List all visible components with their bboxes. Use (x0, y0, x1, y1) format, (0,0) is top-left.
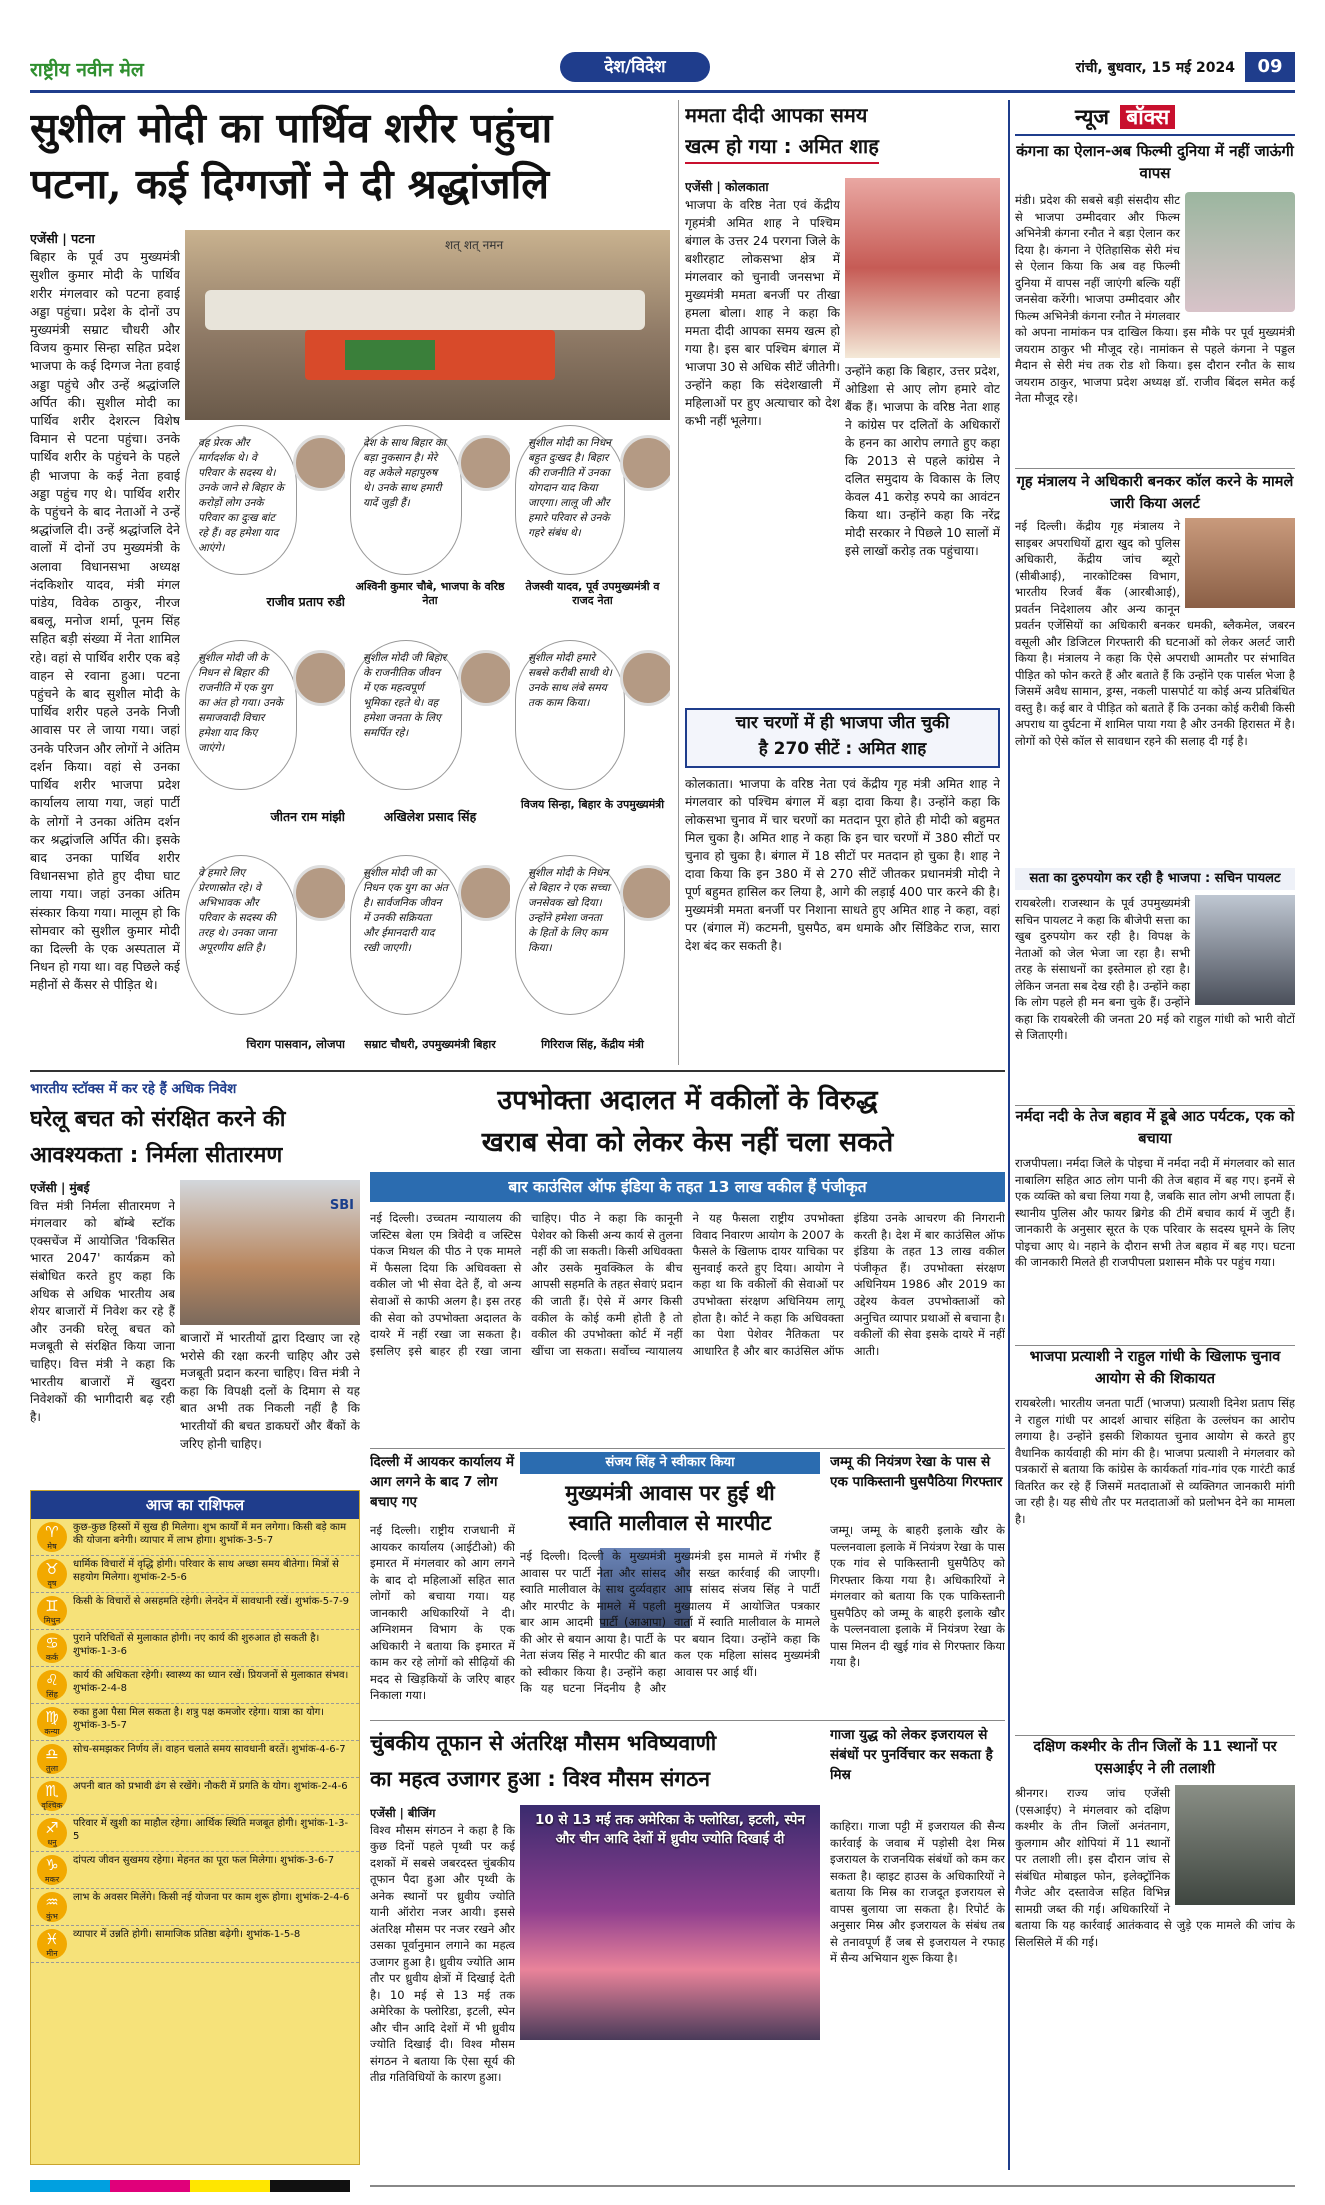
seats-headline: चार चरणों में ही भाजपा जीत चुकी है 270 सीटें : अमित शाह (685, 708, 1000, 768)
dateline: रांची, बुधवार, 15 मई 2024 (1075, 60, 1235, 76)
rashifal-text: परिवार में खुशी का माहौल रहेगा। आर्थिक स्थिति मजबूत होगी। शुभांक-1-3-5 (73, 1818, 349, 1842)
rahul-body: रायबरेली। भारतीय जनता पार्टी (भाजपा) प्रत्याशी दिनेश प्रताप सिंह ने राहुल गांधी पर आदर्श आचार संहिता के उल्लंघन का आरोप लगाया है। उन्होंने इसकी शिकायत चुनाव आयोग से करते हुए वैधानिक कार्यवाही की मांग की है। भाजपा प्रत्याशी ने मंगलवार को पत्रकारों से बताया कि कांग्रेस के कार्यकर्ता गांव-गांव एक गारंटी कार्ड वितरित कर रहे हैं जिसमें मतदाताओं से व्यक्तिगत जानकारी मांगी जा रही है। यह सीधे तौर पर मतदाताओं को प्रलोभन देने का मामला है। (1015, 1396, 1295, 1526)
avatar (458, 435, 510, 491)
rashifal-text: पुराने परिचितों से मुलाकात होगी। नए कार्य की शुरुआत हो सकती है। शुभांक-1-3-6 (73, 1633, 320, 1657)
solar-headline: चुंबकीय तूफान से अंतरिक्ष मौसम भविष्यवाणी का महत्व उजागर हुआ : विश्व मौसम संगठन (370, 1731, 717, 1791)
zodiac-name: धनु (47, 1838, 57, 1847)
shah-body-1: एजेंसी | कोलकाता भाजपा के वरिष्ठ नेता एवं केंद्रीय गृहमंत्री अमित शाह ने पश्चिम बंगाल के उत्तर 24 परगना जिले के बशीरहाट लोकसभा क्षेत्र में मंगलवार को चुनावी जनसभा में मुख्यमंत्री ममता बनर्जी पर तीखा हमला बोला। शाह ने कहा कि ममता दीदी आपका समय खत्म हो गया है। इस बार पश्चिम बंगाल में भाजपा 30 से अधिक सीटें जीतेगी। उन्होंने कहा कि संदेशखाली में महिलाओं पर हुए अत्याचार को देश कभी नहीं भूलेगा। (685, 180, 840, 428)
avatar (620, 650, 670, 706)
funeral-photo (185, 230, 670, 420)
zodiac-name: कन्या (44, 1727, 60, 1736)
zodiac-name: सिंह (46, 1690, 58, 1699)
quote-card: सुशील मोदी के निधन से बिहार ने एक सच्चा जनसेवक खो दिया। उन्होंने हमेशा जनता के हितों के लिए काम किया। गिरिराज सिंह, केंद्रीय मंत्री (515, 855, 670, 1060)
jammu-body: जम्मू। जम्मू के बाहरी इलाके खौर के पल्लनवाला इलाके में नियंत्रण रेखा के पास एक गांव से पाकिस्तानी घुसपैठिए को गिरफ्तार किया गया है। अधिकारियों ने मंगलवार को बताया कि एक पाकिस्तानी घुसपैठिए को जम्मू के बाहरी इलाके खौर के पल्लनवाला इलाके में नियंत्रण रेखा के पास मिलन दी खुई गांव से गिरफ्तार किया गया है। (830, 1523, 1005, 1669)
paper-name: राष्ट्रीय नवीन मेल (30, 59, 144, 81)
rashifal-item (31, 1556, 359, 1593)
avatar (293, 865, 345, 921)
zodiac-name: वृष (47, 1579, 57, 1588)
rashifal-item (31, 1630, 359, 1667)
sitharaman-headline: घरेलू बचत को संरक्षित करने की आवश्यकता : निर्मला सीतारमण (30, 1107, 286, 1168)
rashifal-text: कुछ-कुछ हिस्सों में सुख ही मिलेगा। शुभ कार्यों में मन लगेगा। किसी बड़े काम की योजना बनेगी। व्यापार में लाभ होगा। शुभांक-3-5-7 (73, 1522, 347, 1546)
rashifal-panel (30, 1490, 360, 2165)
rashifal-text: लाभ के अवसर मिलेंगे। किसी नई योजना पर काम शुरू होगा। शुभांक-2-4-6 (73, 1892, 350, 1903)
shah-headline: ममता दीदी आपका समय खत्म हो गया : अमित शाह (685, 100, 1000, 170)
solar-body-1: एजेंसी | बीजिंग विश्व मौसम संगठन ने कहा है कि कुछ दिनों पहले पृथ्वी पर कई दशकों में सबसे जबरदस्त चुंबकीय तूफान पैदा हुआ और पृथ्वी के अनेक स्थानों पर ध्रुवीय ज्योति यानी ऑरोरा नजर आयी। इससे अंतरिक्ष मौसम पर नजर रखने और उसका पूर्वानुमान लगाने का महत्व उजागर हुआ है। ध्रुवीय ज्योति आम तौर पर ध्रुवीय क्षेत्रों में दिखाई देती है। 10 मई से 13 मई तक अमेरिका के फ्लोरिडा, इटली, स्पेन और चीन आदि देशों में भी ध्रुवीय ज्योति दिखाई दी। विश्व मौसम संगठन ने बताया कि ऐसा सूर्य की तीव्र गतिविधियों के कारण हुआ। (370, 1806, 515, 2084)
quote-grid (185, 425, 670, 1065)
rashifal-item (31, 1778, 359, 1815)
zodiac-icon: ♏ वृश्चिक (37, 1781, 67, 1811)
rashifal-item (31, 1593, 359, 1630)
consumer-body: नई दिल्ली। उच्चतम न्यायालय की जस्टिस बेला एम त्रिवेदी व जस्टिस पंकज मिथल की पीठ ने एक मामले में फैसला दिया कि अधिवक्ता से वकील जो भी सेवा देते हैं, वो अन्य सेवाओं से काफी अलग है। इस तरह की सेवा को उपभोक्ता अदालत के दायरे में नहीं रखा जा सकता है। इसलिए इसे बाहर ही रखा जाना चाहिए। पीठ ने कहा कि कानूनी पेशेवर को किसी अन्य कार्य से तुलना नहीं की जा सकती। किसी अधिवक्ता और उसके मुवक्किल के बीच आपसी सहमति के तहत सेवाएं प्रदान की जाती हैं। ऐसे में अगर किसी वकील के कोई कमी होती है तो वकील की उपभोक्ता कोर्ट में नहीं खींचा जा सकता। सर्वोच्च न्यायालय ने यह फैसला राष्ट्रीय उपभोक्ता विवाद निवारण आयोग के 2007 के फैसले के खिलाफ दायर याचिका पर सुनवाई करते हुए दिया। आयोग ने कहा था कि वकीलों की सेवाओं पर उपभोक्ता संरक्षण अधिनियम लागू होता है। कोर्ट ने कहा कि अधिवक्ता का पेशा पेशेवर नैतिकता पर आधारित है और बार काउंसिल ऑफ इंडिया उनके आचरण की निगरानी करती है। देश में बार काउंसिल ऑफ इंडिया के तहत 13 लाख वकील पंजीकृत हैं। उपभोक्ता संरक्षण अधिनियम 1986 और 2019 का उद्देश्य केवल उपभोक्ताओं को अनुचित व्यापार प्रथाओं से बचाना है। वकीलों की सेवा इसके दायरे में नहीं आती। (370, 1211, 1005, 1358)
rashifal-text: सोच-समझकर निर्णय लें। वाहन चलाते समय सावधानी बरतें। शुभांक-4-6-7 (73, 1744, 346, 1755)
zodiac-icon: ♊ मिथुन (37, 1596, 67, 1626)
kashmir-headline: दक्षिण कश्मीर के तीन जिलों के 11 स्थानों पर एसआईए ने ली तलाशी (1015, 1735, 1295, 1781)
zodiac-name: मकर (44, 1875, 60, 1884)
kashmir-body: श्रीनगर। राज्य जांच एजेंसी (एसआईए) ने मंगलवार को दक्षिण कश्मीर के तीन जिलों अनंतनाग, कुलगाम और शोपियां में 11 स्थानों पर तलाशी ली। इस दौरान जांच से संबंधित मोबाइल फोन, इलेक्ट्रॉनिक गैजेट और दस्तावेज सहित विभिन्न सामग्री जब्त की गई। अधिकारियों ने बताया कि यह कार्रवाई आतंकवाद से जुड़े एक मामले की जांच के सिलसिले में की गई। (1015, 1786, 1295, 1949)
zodiac-icon: ♌ सिंह (37, 1670, 67, 1700)
rashifal-text: कार्य की अधिकता रहेगी। स्वास्थ्य का ध्यान रखें। प्रियजनों से मुलाकात संभव। शुभांक-2-4-8 (73, 1670, 349, 1694)
quote-card: सुशील मोदी हमारे सबसे करीबी साथी थे। उनके साथ लंबे समय तक काम किया। विजय सिन्हा, बिहार के उपमुख्यमंत्री (515, 640, 670, 845)
section-label: देश/विदेश (560, 52, 710, 82)
lead-dateline: एजेंसी | पटना (30, 231, 95, 246)
zodiac-icon: ♉ वृष (37, 1559, 67, 1589)
zodiac-icon: ♒ कुंभ (37, 1892, 67, 1922)
shah-body-2: उन्होंने कहा कि बिहार, उत्तर प्रदेश, ओडिशा से आए लोग हमारे वोट बैंक हैं। भाजपा के वरिष्ठ नेता शाह ने कांग्रेस पर दलितों के अधिकारों के हनन का आरोप लगाते हुए कहा कि 2013 से पहले कांग्रेस ने दलित समुदाय के विकास के लिए केवल 41 करोड़ रुपये का आवंटन किया था। उन्होंने कहा कि नरेंद्र मोदी सरकार ने पिछले 10 सालों में इसे लाखों करोड़ तक पहुंचाया। (845, 364, 1000, 558)
zodiac-name: कर्क (45, 1653, 59, 1662)
quote-card: सुशील मोदी जी का निधन एक युग का अंत है। सार्वजनिक जीवन में उनकी सक्रियता और ईमानदारी याद रखी जाएगी। सम्राट चौधरी, उपमुख्यमंत्री बिहार (350, 855, 510, 1060)
rashifal-text: दांपत्य जीवन सुखमय रहेगा। मेहनत का पूरा फल मिलेगा। शुभांक-3-6-7 (73, 1855, 335, 1866)
rashifal-title: आज का राशिफल (31, 1491, 359, 1519)
rashifal-item (31, 1704, 359, 1741)
lead-headline: सुशील मोदी का पार्थिव शरीर पहुंचा पटना, कई दिग्गजों ने दी श्रद्धांजलि (30, 104, 553, 208)
home-body: नई दिल्ली। केंद्रीय गृह मंत्रालय ने साइबर अपराधियों द्वारा खुद को पुलिस अधिकारी, केंद्रीय जांच ब्यूरो (सीबीआई), नारकोटिक्स विभाग, भारतीय रिजर्व बैंक (आरबीआई), प्रवर्तन निदेशालय और अन्य कानून प्रवर्तन एजेंसियों का अधिकारी बनकर धमकी, ब्लैकमेल, जबरन वसूली और डिजिटल गिरफ्तारी की घटनाओं को लेकर अलर्ट जारी किया है। मंत्रालय ने कहा कि ऐसे अपराधी आमतौर पर संभावित पीड़ित को फोन करते हैं और बताते हैं कि उन्होंने एक पार्सल भेजा है जिसमें अवैध सामान, ड्रग्स, नकली पासपोर्ट या कोई अन्य प्रतिबंधित वस्तु है। कई बार वे पीड़ित को बताते हैं कि उनका कोई करीबी किसी अपराध या दुर्घटना में शामिल पाया गया है और उनकी हिरासत में है। लोगों को ऐसे कॉल से सावधान रहने की सलाह दी गई है। (1015, 519, 1295, 748)
zodiac-name: मिथुन (43, 1616, 61, 1625)
rashifal-item (31, 1889, 359, 1926)
jammu-headline: जम्मू की नियंत्रण रेखा के पास से एक पाकिस्तानी घुसपैठिया गिरफ्तार (830, 1454, 1003, 1490)
amit-shah-photo (845, 178, 1000, 358)
consumer-headline: उपभोक्ता अदालत में वकीलों के विरुद्ध खराब सेवा को लेकर केस नहीं चला सकते (481, 1085, 894, 1158)
zodiac-icon: ♐ धनु (37, 1818, 67, 1848)
sitharaman-photo (180, 1180, 360, 1325)
zodiac-icon: ♋ कर्क (37, 1633, 67, 1663)
zodiac-icon: ♈ मेष (37, 1522, 67, 1552)
kangana-body: मंडी। प्रदेश की सबसे बड़ी संसदीय सीट से भाजपा उम्मीदवार और फिल्म अभिनेत्री कंगना रनौत ने बड़ा ऐलान कर दिया है। कंगना ने ऐतिहासिक सेरी मंच से ऐलान किया कि अब वह फिल्मी दुनिया में वापस नहीं जाएंगी बल्कि यहीं जनसेवा करेंगी। भाजपा उम्मीदवार और फिल्म अभिनेत्री कंगना रनौत ने मंगलवार को अपना नामांकन पत्र दाखिल किया। इस मौके पर पूर्व मुख्यमंत्री जयराम ठाकुर भी मौजूद रहे। नामांकन से पहले कंगना ने पड्डल मैदान से सेरी मंच तक रोड शो किया। इस दौरान रनौत के साथ जयराम ठाकुर, भाजपा प्रदेश अध्यक्ष डॉ. राजीव बिंदल समेत कई नेता मौजूद रहे। (1015, 193, 1295, 405)
quote-card: वे हमारे लिए प्रेरणास्रोत रहे। वे अभिभावक और परिवार के सदस्य की तरह थे। उनका जाना अपूरणीय क्षति है। चिराग पासवान, लोजपा (185, 855, 345, 1060)
avatar (458, 865, 510, 921)
rashifal-item (31, 1519, 359, 1556)
quote-card: सुशील मोदी जी के निधन से बिहार की राजनीति में एक युग का अंत हो गया। उनके समाजवादी विचार हमेशा याद किए जाएंगे। जीतन राम मांझी (185, 640, 345, 845)
gaza-body: काहिरा। गाजा पट्टी में इजरायल की सैन्य कार्रवाई के जवाब में पड़ोसी देश मिस्र इजरायल के राजनयिक संबंधों को कम कर सकता है। व्हाइट हाउस के अधिकारियों ने बताया कि मिस्र का राजदूत इजरायल से वापस बुलाया जा सकता है। रिपोर्ट के अनुसार मिस्र और इजरायल के संबंध तब से तनावपूर्ण हैं जब से इजरायल ने रफाह में सैन्य अभियान शुरू किया है। (830, 1819, 1005, 1965)
rashifal-item (31, 1741, 359, 1778)
narmada-headline: नर्मदा नदी के तेज बहाव में डूबे आठ पर्यटक, एक को बचाया (1015, 1105, 1295, 1151)
zodiac-icon: ♎ तुला (37, 1744, 67, 1774)
swati-kicker: संजय सिंह ने स्वीकार किया (520, 1452, 820, 1474)
consumer-subhead: बार काउंसिल ऑफ इंडिया के तहत 13 लाख वकील हैं पंजीकृत (370, 1172, 1005, 1202)
quote-card: सुशील मोदी का निधन बहुत दुःखद है। बिहार की राजनीति में उनका योगदान याद किया जाएगा। लालू जी और हमारे परिवार से उनके गहरे संबंध थे। तेजस्वी यादव, पूर्व उपमुख्यमंत्री व राजद नेता (515, 425, 670, 630)
masthead (30, 52, 1295, 90)
zodiac-name: मीन (46, 1949, 58, 1958)
quote-card: वह प्रेरक और मार्गदर्शक थे। वे परिवार के सदस्य थे। उनके जाने से बिहार के करोड़ों लोग उनके परिवार का दुःख बांट रहे हैं। वह हमेशा याद आएंगे। राजीव प्रताप रुडी (185, 425, 345, 630)
swati-body: नई दिल्ली। दिल्ली के मुख्यमंत्री आवास पर पार्टी नेता और सांसद स्वाति मालीवाल के साथ दुर्व्यवहार और मारपीट के मामले में पहली बार आम आदमी पार्टी (आआपा) की ओर से बयान आया है। पार्टी के नेता संजय सिंह ने मारपीट की बात को स्वीकार किया है। उन्होंने कहा कि यह घटना निंदनीय है और मुख्यमंत्री इस मामले में गंभीर हैं और सख्त कार्रवाई की जाएगी। आप सांसद संजय सिंह ने पार्टी मुख्यालय में आयोजित पत्रकार वार्ता में स्वाति मालीवाल के मामले पर बयान दिया। उन्होंने कहा कि कल एक महिला सांसद मुख्यमंत्री आवास पर आई थीं। (520, 1549, 820, 1695)
pilot-body: रायबरेली। राजस्थान के पूर्व उपमुख्यमंत्री सचिन पायलट ने कहा कि बीजेपी सत्ता का खुब दुरुपयोग कर रही है। विपक्ष के नेताओं को जेल भेजा जा रहा है। सभी तरह के संसाधनों का इस्तेमाल हो रहा है। लेकिन जनता सब देख रही है। उन्होंने कहा कि लोग पहले ही मन बना चुके हैं। उन्होंने कहा कि रायबरेली की जनता 20 मई को राहुल गांधी को भारी वोटों से जिताएगी। (1015, 896, 1295, 1042)
narmada-body: राजपीपला। नर्मदा जिले के पोइचा में नर्मदा नदी में मंगलवार को सात नाबालिग सहित आठ लोग पानी की तेज बहाव में बह गए। इनमें से एक व्यक्ति को बचा लिया गया है, जबकि सात लोग अभी लापता हैं। स्थानीय पुलिस और फायर ब्रिगेड की टीमें बचाव कार्य में जुटी हैं। जानकारी के अनुसार सूरत के एक परिवार के सदस्य घूमने के लिए पोइचा आए थे। नहाने के दौरान सभी तेज बहाव में बह गए। घटना की जानकारी मिलते ही राजपीपला प्रशासन मौके पर पहुंच गया। (1015, 1156, 1295, 1269)
delhi-fire-headline: दिल्ली में आयकर कार्यालय में आग लगने के बाद 7 लोग बचाए गए (370, 1454, 515, 1510)
registration-marks (30, 2180, 1295, 2192)
avatar (620, 435, 670, 491)
rashifal-text: धार्मिक विचारों में वृद्धि होगी। परिवार के साथ अच्छा समय बीतेगा। मित्रों से सहयोग मिलेगा। शुभांक-2-5-6 (73, 1559, 339, 1583)
gaza-headline: गाजा युद्ध को लेकर इजरायल से संबंधों पर पुनर्विचार कर सकता है मिस्र (830, 1727, 993, 1783)
rashifal-item (31, 1667, 359, 1704)
rashifal-text: अपनी बात को प्रभावी ढंग से रखेंगे। नौकरी में प्रगति के योग। शुभांक-2-4-6 (73, 1781, 348, 1792)
avatar (293, 650, 345, 706)
swati-headline: मुख्यमंत्री आवास पर हुई थी स्वाति मालीवाल से मारपीट (565, 1481, 775, 1535)
sitharaman-body: एजेंसी | मुंबई वित्त मंत्री निर्मला सीतारमण ने मंगलवार को बॉम्बे स्टॉक एक्सचेंज में आयोजित 'विकसित भारत 2047' कार्यक्रम को संबोधित करते हुए कहा कि अधिक से अधिक भारतीय अब शेयर बाजारों में निवेश कर रहे हैं और उनकी घरेलू बचत को मजबूती से संरक्षित किया जाना चाहिए। वित्त मंत्री ने कहा कि भारतीय बाजारों में खुदरा निवेशकों की भागीदारी बढ़ रही है। (30, 1181, 175, 1424)
newsbox-title: न्यूज बॉक्स (1015, 100, 1295, 136)
zodiac-icon: ♑ मकर (37, 1855, 67, 1885)
delhi-fire-body: नई दिल्ली। राष्ट्रीय राजधानी में आयकर कार्यालय (आईटीओ) की इमारत में मंगलवार को आग लगने के बाद दो महिलाओं सहित सात लोगों को बचाया गया। यह जानकारी अधिकारियों ने दी। अग्निशमन विभाग के एक अधिकारी ने बताया कि इमारत में काम कर रहे लोगों को सीढ़ियों की मदद से खिड़कियों के जरिए बाहर निकाला गया। (370, 1523, 515, 1702)
rahul-headline: भाजपा प्रत्याशी ने राहुल गांधी के खिलाफ चुनाव आयोग से की शिकायत (1015, 1345, 1295, 1391)
zodiac-icon: ♍ कन्या (37, 1707, 67, 1737)
aurora-caption: 10 से 13 मई तक अमेरिका के फ्लोरिडा, इटली, स्पेन और चीन आदि देशों में ध्रुवीय ज्योति दिखाई दी (535, 1812, 805, 1847)
rashifal-text: रुका हुआ पैसा मिल सकता है। शत्रु पक्ष कमजोर रहेगा। यात्रा का योग। शुभांक-3-5-7 (73, 1707, 325, 1731)
rashifal-item (31, 1815, 359, 1852)
zodiac-name: कुंभ (46, 1912, 58, 1921)
avatar (458, 650, 510, 706)
rashifal-item (31, 1852, 359, 1889)
quote-card: देश के साथ बिहार का बड़ा नुकसान है। मेरे वह अकेले महापुरुष थे। उनके साथ हमारी यादें जुड़ी हैं। अश्विनी कुमार चौबे, भाजपा के वरिष्ठ नेता (350, 425, 510, 630)
kangana-headline: कंगना का ऐलान-अब फिल्मी दुनिया में नहीं जाऊंगी वापस (1016, 142, 1294, 182)
rashifal-text: व्यापार में उन्नति होगी। सामाजिक प्रतिष्ठा बढ़ेगी। शुभांक-1-5-8 (73, 1929, 301, 1940)
avatar (620, 865, 670, 921)
photo-caption: SBI (329, 1198, 354, 1213)
aurora-photo (520, 1805, 820, 2040)
avatar (293, 435, 345, 491)
zodiac-name: वृश्चिक (41, 1801, 63, 1810)
rashifal-text: किसी के विचारों से असहमति रहेगी। लेनदेन में सावधानी रखें। शुभांक-5-7-9 (73, 1596, 350, 1607)
quote-card: सुशील मोदी जी बिहार के राजनीतिक जीवन में एक महत्वपूर्ण भूमिका रहते थे। वह हमेशा जनता के लिए समर्पित रहे। अखिलेश प्रसाद सिंह (350, 640, 510, 845)
page-number: 09 (1245, 52, 1295, 82)
zodiac-icon: ♓ मीन (37, 1929, 67, 1959)
tribute-banner: शत् शत् नमन (445, 238, 504, 252)
sitharaman-kicker: भारतीय स्टॉक्स में कर रहे हैं अधिक निवेश (30, 1081, 237, 1097)
pilot-headline: सता का दुरुपयोग कर रही है भाजपा : सचिन पायलट (1015, 868, 1295, 890)
sitharaman-body-2: बाजारों में भारतीयों द्वारा दिखाए जा रहे भरोसे की रक्षा करनी चाहिए और उसे मजबूती प्रदान करना चाहिए। वित्त मंत्री ने कहा कि विपक्षी दलों के दिमाग से यह बात अभी तक निकली नहीं है कि भारतीयों की बचत डाकघरों और बैंकों के जरिए होनी चाहिए। (180, 1331, 360, 1451)
seats-body: कोलकाता। भाजपा के वरिष्ठ नेता एवं केंद्रीय गृह मंत्री अमित शाह ने मंगलवार को पश्चिम बंगाल में बड़ा दावा किया है। उन्होंने कहा कि लोकसभा चुनाव में चार चरणों का मतदान पूरा होते ही मोदी को बहुमत मिल चुका है। अमित शाह ने कहा कि इन चार चरणों में 380 सीटों पर चुनाव हो चुका है। बंगाल में 18 सीटों पर मतदान हो चुका है। शाह ने दावा किया कि इन 380 में से 270 सीटें जीतकर प्रधानमंत्री मोदी ने पूर्ण बहुमत हासिल कर लिया है, आगे की लड़ाई 400 पार करने की है। मुख्यमंत्री ममता बनर्जी पर निशाना साधते हुए अमित शाह ने कहा, वहां पर (बंगाल में) कटमनी, घुसपैठ, बम धमाके और सिंडिकेट राज, सारा देश बंद कर सकती है। (685, 777, 1000, 953)
rashifal-item (31, 1926, 359, 1963)
home-headline: गृह मंत्रालय ने अधिकारी बनकर कॉल करने के मामले जारी किया अलर्ट (1015, 468, 1295, 514)
zodiac-name: मेष (47, 1542, 57, 1551)
lead-body: एजेंसी | पटना बिहार के पूर्व उप मुख्यमंत्री सुशील कुमार मोदी के पार्थिव शरीर मंगलवार को पटना हवाई अड्डा पहुंचा। प्रदेश के दोनों उप मुख्यमंत्री सम्राट चौधरी और विजय कुमार सिन्हा सहित प्रदेश भाजपा के कई दिग्गज नेता हवाई अड्डा पहुंचे और उन्हें श्रद्धांजलि अर्पित की। सुशील मोदी का पार्थिव शरीर देशरत्न विशेष विमान से पटना पहुंचा। उनके पार्थिव शरीर के पहुंचने के पहले ही भाजपा के कई नेता हवाई अड्डा पहुंच गए थे। पार्थिव शरीर के पहुंचने के बाद नेताओं ने उन्हें श्रद्धांजलि दी। उन्हें श्रद्धांजलि देने वालों में दोनों उप मुख्यमंत्री के अलावा विधानसभा अध्यक्ष नंदकिशोर यादव, मंत्री मंगल पांडेय, विवेक ठाकुर, नीरज बबलू, मनोज शर्मा, पूनम सिंह सहित बड़ी संख्या में नेता शामिल रहे। वहां से पार्थिव शरीर एक बड़े वाहन से रवाना हुआ। पटना पहुंचने के बाद सुशील मोदी के पार्थिव शरीर पहले उनके निजी आवास पर ले जाया गया। जहां उनके परिजन और लोगों ने अंतिम दर्शन किया। वहां से उनका पार्थिव शरीर भाजपा प्रदेश कार्यालय लाया गया, जहां पार्टी के लोगों ने उनका अंतिम दर्शन कर श्रद्धांजलि अर्पित की। इसके बाद उनका पार्थिव शरीर विधानसभा होते हुए दीघा घाट लाया गया। जहां उनका अंतिम संस्कार किया गया। मालूम हो कि सोमवार को सुशील कुमार मोदी का दिल्ली के एक अस्पताल में निधन हो गया था। वह पिछले कई महीनों से कैंसर से पीड़ित थे। (30, 231, 180, 993)
zodiac-name: तुला (45, 1764, 59, 1773)
rashifal-list (31, 1519, 359, 1963)
